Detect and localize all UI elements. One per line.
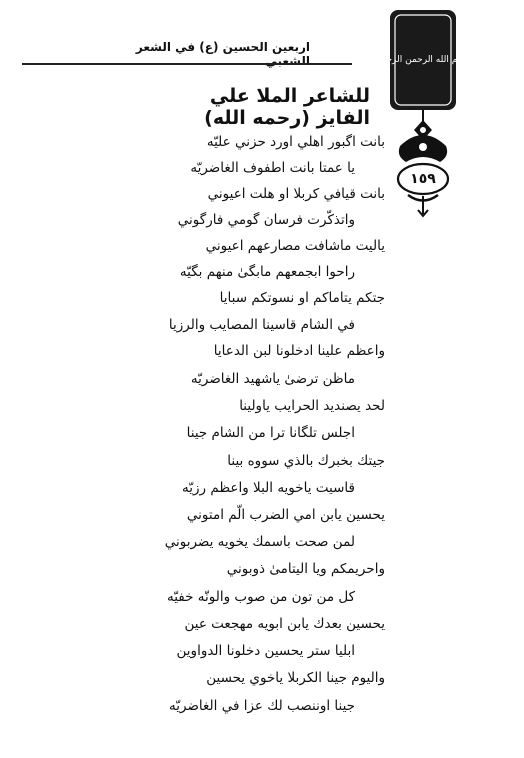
verse-line: جيتك بخبرك بالذي سووه بينا xyxy=(227,453,385,469)
verse-line: واتذكّرت فرسان گومي فارگوني xyxy=(177,212,355,228)
verse-line: جينا اوننصب لك عزا في الغاضريّه xyxy=(169,698,355,714)
verse-line: قاسيت ياخويه البلا واعظم رزيّه xyxy=(182,480,355,496)
verse-line: واعظم علينا ادخلونا لبن الدعايا xyxy=(213,343,385,359)
page-number: ١٥٩ xyxy=(410,171,436,187)
verse-line: اجلس تلگانا ترا من الشام جينا xyxy=(186,425,355,441)
verse-line: واحريمكم ويا اليتامىٰ ذوبوني xyxy=(226,561,385,577)
verse-line: يحسين بعدك يابن ابويه مهجعت عين xyxy=(184,616,385,632)
verse-line: بانت اگبور اهلي اورد حزني عليّه xyxy=(206,134,385,150)
verse-line: يحسين يابن امي الضرب الّم امتوني xyxy=(186,507,385,523)
verse-line: واليوم جينا الكربلا ياخوي يحسين xyxy=(206,670,385,686)
verse-line: لحد يصنديد الحرايب ياولينا xyxy=(239,398,385,414)
verse-line: يا عمتا بانت اطفوف الغاضريّه xyxy=(190,160,355,176)
verse-line: جتكم يتاماكم او نسوتكم سبايا xyxy=(219,290,385,306)
verse-line: في الشام قاسينا المصايب والرزيا xyxy=(168,317,355,333)
verse-line: ابليا ستر يحسين دخلونا الدواوين xyxy=(176,643,355,659)
verse-line: ماظن ترضىٰ ياشهيد الغاضريّه xyxy=(190,371,355,387)
verse-line: كل من تون من صوب والونّه خفيّه xyxy=(166,589,355,605)
header-title: اربعين الحسين (ع) في الشعر الشعبي xyxy=(135,40,310,68)
verse-line: ياليت ماشافت مصارعهم اعيوني xyxy=(205,238,385,254)
poem-title: للشاعر الملا علي الفايز (رحمه الله) xyxy=(204,85,370,129)
verse-line: بانت قيافي كربلا او هلت اعيوني xyxy=(207,186,385,202)
verse-line: راحوا ابجمعهم مابگىٰ منهم بگيّه xyxy=(179,264,355,280)
verse-line: لمن صحت باسمك يخويه يضربوني xyxy=(164,534,355,550)
calligraphy-panel-text: بسم الله الرحمن الرحيم xyxy=(378,55,468,65)
